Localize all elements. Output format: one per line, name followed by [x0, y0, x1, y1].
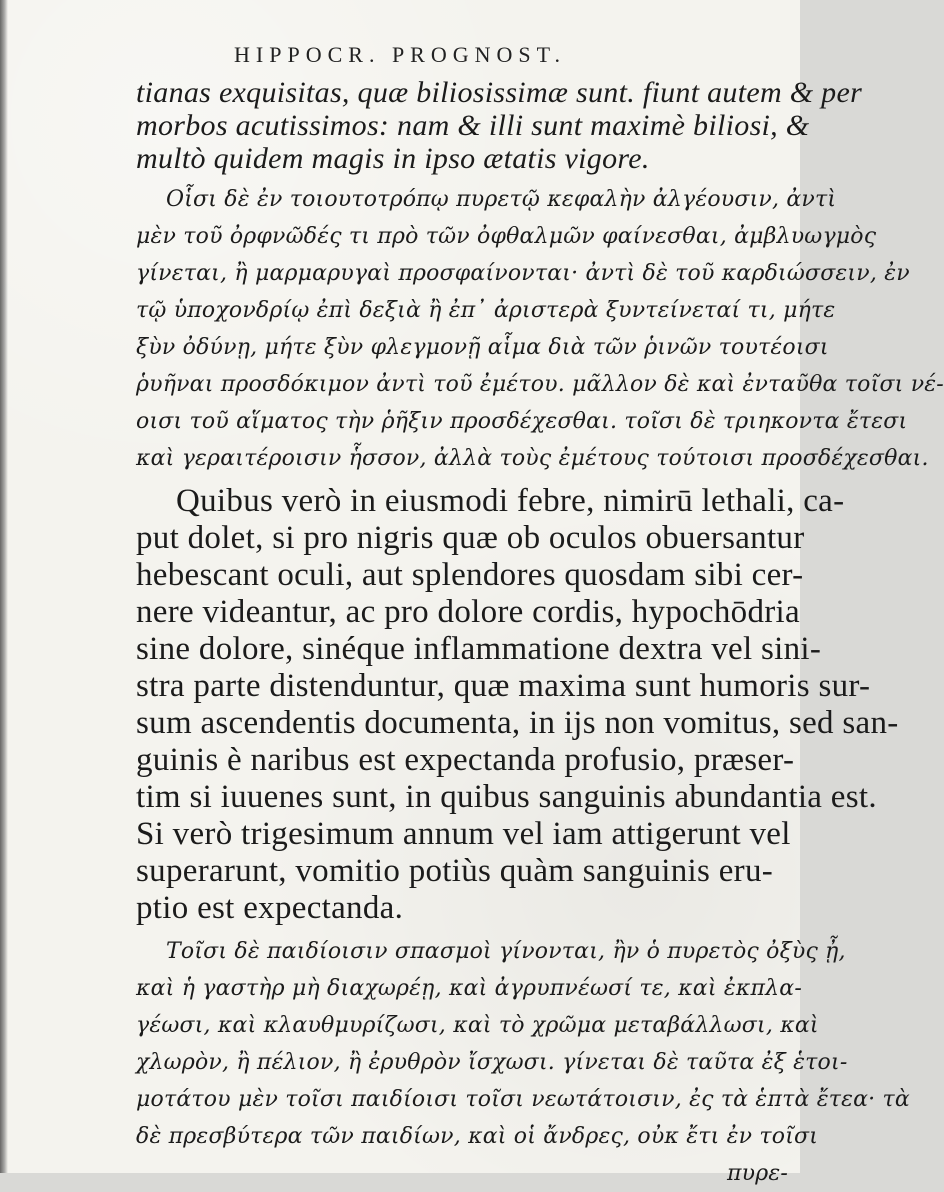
greek-2-line-3: γέωσι, καὶ κλαυθμυρίζωσι, καὶ τὸ χρῶμα μεταβάλλωσι, καὶ: [136, 1013, 819, 1038]
latin-main-line-1: Quibus verò in eiusmodi febre, nimirū lethali, ca-: [176, 483, 845, 519]
latin-main-line-10: Si verò trigesimum annum vel iam attigerunt vel: [136, 816, 791, 852]
greek-2-line-6: δὲ πρεσβύτερα τῶν παιδίων, καὶ οἱ ἄνδρες, οὐκ ἔτι ἐν τοῖσι: [136, 1124, 819, 1149]
greek-2-line-4: χλωρὸν, ἢ πέλιον, ἢ ἐρυθρὸν ἴσχωσι. γίνεται δὲ ταῦτα ἐξ ἑτοι-: [136, 1050, 848, 1075]
latin-main-line-3: hebescant oculi, aut splendores quosdam sibi cer-: [136, 557, 804, 593]
latin-main-line-12: ptio est expectanda.: [136, 890, 404, 926]
page-edge-shadow: [0, 0, 8, 1173]
greek-1-line-7: οισι τοῦ αἵματος τὴν ῥῆξιν προσδέχεσθαι. τοῖσι δὲ τριηκοντα ἔτεσι: [136, 409, 908, 434]
greek-1-line-6: ῥυῆναι προσδόκιμον ἀντὶ τοῦ ἐμέτου. μᾶλλον δὲ καὶ ἐνταῦθα τοῖσι νέ-: [136, 372, 944, 397]
greek-2-line-1: Τοῖσι δὲ παιδίοισιν σπασμοὶ γίνονται, ἢν ὁ πυρετὸς ὀξὺς ᾖ,: [166, 939, 846, 964]
greek-paragraph-2: [136, 933, 910, 1155]
greek-1-line-5: ξὺν ὀδύνῃ, μήτε ξὺν φλεγμονῇ αἷμα διὰ τῶν ῥινῶν τουτέοισι: [136, 335, 829, 360]
greek-paragraph-1: [136, 181, 944, 477]
latin-intro-line-3: multò quidem magis in ipso ætatis vigore.: [136, 142, 650, 175]
latin-main-line-6: stra parte distenduntur, quæ maxima sunt humoris sur-: [136, 668, 871, 704]
greek-1-line-1: Οἷσι δὲ ἐν τοιουτοτρόπῳ πυρετῷ κεφαλὴν ἀλγέουσιν, ἀντὶ: [166, 187, 837, 212]
latin-main-line-8: guinis è naribus est expectanda profusio, præser-: [136, 742, 795, 778]
latin-main-line-2: put dolet, si pro nigris quæ ob oculos obuersantur: [136, 520, 805, 556]
latin-main-line-7: sum ascendentis documenta, in ijs non vomitus, sed san-: [136, 705, 899, 741]
running-head: HIPPOCR. PROGNOST.: [234, 42, 566, 67]
greek-1-line-8: καὶ γεραιτέροισιν ἧσσον, ἀλλὰ τοὺς ἐμέτους τούτοισι προσδέχεσθαι.: [136, 446, 929, 471]
greek-1-line-3: γίνεται, ἢ μαρμαρυγαὶ προσφαίνονται· ἀντὶ δὲ τοῦ καρδιώσσειν, ἐν: [136, 261, 910, 286]
latin-intro-line-1: tianas exquisitas, quæ biliosissimæ sunt. fiunt autem & per: [136, 76, 863, 109]
latin-main-line-11: superarunt, vomitio potiùs quàm sanguinis eru-: [136, 853, 774, 889]
latin-main-line-5: sine dolore, sinéque inflammatione dextra vel sini-: [136, 631, 822, 667]
latin-paragraph-main: [136, 483, 899, 927]
text-block: [136, 76, 944, 1192]
greek-1-line-4: τῷ ὑποχονδρίῳ ἐπὶ δεξιὰ ἢ ἐπ᾽ ἀριστερὰ ξυντείνεταί τι, μήτε: [136, 298, 836, 323]
greek-2-line-5: μοτάτου μὲν τοῖσι παιδίοισι τοῖσι νεωτάτοισιν, ἐς τὰ ἑπτὰ ἔτεα· τὰ: [136, 1087, 910, 1112]
latin-intro-line-2: morbos acutissimos: nam & illi sunt maximè biliosi, &: [136, 109, 810, 142]
greek-2-line-2: καὶ ἡ γαστὴρ μὴ διαχωρέῃ, καὶ ἀγρυπνέωσί τε, καὶ ἐκπλα-: [136, 976, 802, 1001]
latin-main-line-4: nere videantur, ac pro dolore cordis, hypochōdria: [136, 594, 800, 630]
greek-1-line-2: μὲν τοῦ ὀρφνῶδές τι πρὸ τῶν ὀφθαλμῶν φαίνεσθαι, ἀμβλυωγμὸς: [136, 224, 877, 249]
latin-main-line-9: tim si iuuenes sunt, in quibus sanguinis abundantia est.: [136, 779, 877, 815]
catchword: πυρε-: [726, 1161, 788, 1186]
